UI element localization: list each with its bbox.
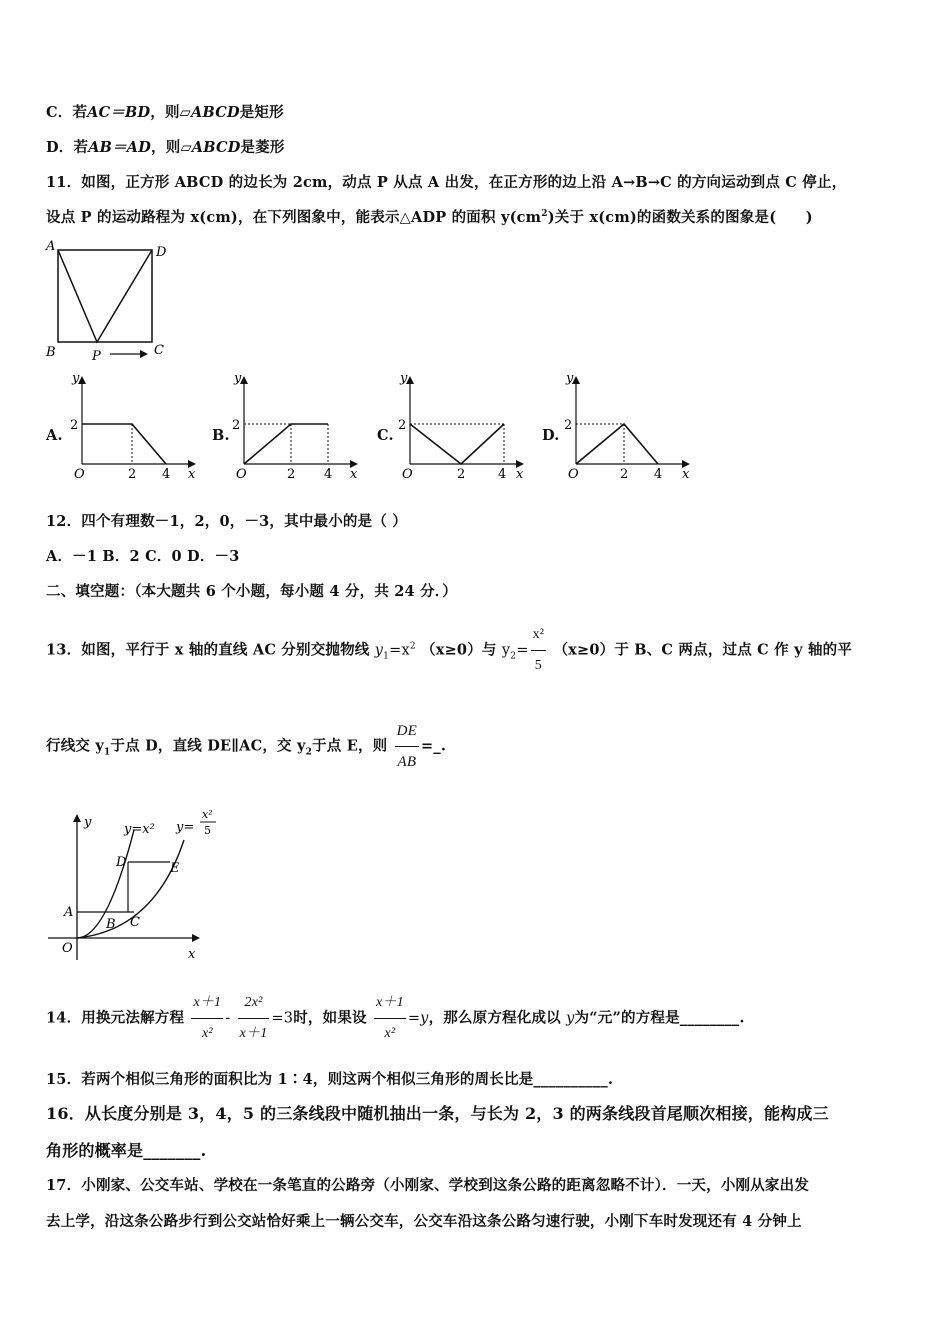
curve2-num: x²	[202, 808, 213, 821]
origin-label: O	[402, 467, 413, 482]
x-label: x	[682, 467, 690, 482]
y-arrow	[73, 814, 81, 822]
label-d: D	[156, 245, 167, 260]
graph-a	[66, 368, 202, 484]
origin-label: O	[74, 467, 85, 482]
x-tick-4: 4	[324, 467, 333, 482]
q17-line1: 17．小刚家、公交车站、学校在一条笔直的公路旁（小刚家、学校到这条公路的距离忽略不计）．一天，小刚从家出发	[46, 1177, 810, 1194]
square-abcd-figure	[40, 238, 180, 366]
y-label: y	[234, 371, 242, 386]
label-b: B	[106, 917, 116, 932]
graph-a-option: A.	[46, 427, 63, 444]
q14-fraction-1: $\frac{x+1}{\text{x²}}$	[191, 988, 223, 1049]
q11-line1: 11．如图，正方形 ABCD 的边长为 2cm，动点 P 从点 A 出发，在正方形的边上沿 A→B→C 的方向运动到点 C 停止，	[46, 174, 847, 191]
graph-line	[82, 424, 166, 464]
x-arrow	[192, 934, 200, 942]
origin-label: O	[236, 467, 247, 482]
x-tick-4: 4	[654, 467, 663, 482]
q16-line1: 16．从长度分别是 3，4，5 的三条线段中随机抽出一条，与长为 2，3 的两条线段首尾顺次相接，能构成三	[46, 1104, 829, 1123]
q12-stem: 12．四个有理数－1，2，0，－3，其中最小的是（ ）	[46, 513, 407, 530]
label-e: E	[170, 861, 180, 876]
graph-c-option: C.	[377, 427, 394, 444]
q14: 14．用换元法解方程 $\frac{x+1}{\text{x²}}$ - $\frac{\text{2x²}}{x+1}$ =3时，如果设 $\frac{x+1}{\text{x²}}$ =y，那么原方程化成以 y为“元”的方程是________.	[46, 988, 745, 1049]
graph-d-option: D.	[542, 427, 560, 444]
y-label: y	[84, 815, 92, 830]
graph-line	[244, 424, 328, 464]
x-tick-2: 2	[287, 467, 296, 482]
y-label: y	[400, 371, 408, 386]
q13-line2: 行线交 $y_1$于点 D，直线 DE∥AC，交 $y_2$于点 E，则 $\frac{DE}{AB}$ =_.	[46, 716, 446, 777]
graph-b	[228, 368, 364, 484]
y-tick: 2	[564, 418, 573, 433]
q13-line1: 13．如图，平行于 x 轴的直线 AC 分别交抛物线 $y_1=x^2$ （x≥0）与 $y_2=$ $\frac{\text{x²}}{5}$ （x≥0）于 B、C 两点，过点 C 作 y 轴的平	[46, 620, 852, 681]
x-label: x	[350, 467, 358, 482]
y-tick: 2	[232, 418, 241, 433]
option-c: C．若AC＝BD，则▱ABCD是矩形	[46, 104, 284, 121]
x-label: x	[516, 467, 524, 482]
q14-fraction-3: $\frac{x+1}{\text{x²}}$	[374, 988, 406, 1049]
x-label: x	[188, 947, 196, 962]
graph-d	[560, 368, 696, 484]
parabola-figure	[44, 800, 234, 968]
curve1-label: y=x²	[124, 822, 155, 837]
x-tick-2: 2	[128, 467, 137, 482]
graph-b-option: B.	[212, 427, 230, 444]
y-label: y	[566, 371, 574, 386]
label-p: P	[92, 349, 101, 364]
x-tick-2: 2	[620, 467, 629, 482]
graph-line	[410, 424, 504, 464]
label-a: A	[64, 905, 74, 920]
q12-options: A．－1 B．2 C．0 D．－3	[46, 548, 240, 565]
triangle-adp	[58, 250, 152, 342]
label-c: C	[130, 915, 140, 930]
q13-answer-fraction: $\frac{DE}{AB}$	[395, 716, 419, 777]
option-d: D．若AB＝AD，则▱ABCD是菱形	[46, 139, 285, 156]
x-tick-2: 2	[457, 467, 466, 482]
q17-line2: 去上学，沿这条公路步行到公交站恰好乘上一辆公交车，公交车沿这条公路匀速行驶，小刚下车时发现还有 4 分钟上	[46, 1213, 802, 1230]
label-c: C	[154, 343, 164, 358]
curve2-den: 5	[204, 824, 211, 837]
curve2-label: y=	[176, 820, 195, 835]
arrow-head	[140, 350, 148, 358]
label-b: B	[46, 345, 56, 360]
q11-line2: 设点 P 的运动路程为 x(cm)，在下列图象中，能表示△ADP 的面积 $y(cm^2)$关于 x(cm)的函数关系的图象是( )	[46, 209, 813, 226]
x-tick-4: 4	[498, 467, 507, 482]
origin-label: O	[62, 941, 73, 956]
y-tick: 2	[70, 418, 79, 433]
y-tick: 2	[398, 418, 407, 433]
graph-line	[576, 424, 658, 464]
origin-label: O	[568, 467, 579, 482]
graph-c	[394, 368, 530, 484]
q13-y2-fraction: $\frac{\text{x²}}{5}$	[531, 620, 547, 681]
y-label: y	[72, 371, 80, 386]
q14-fraction-2: $\frac{\text{2x²}}{x+1}$	[238, 988, 270, 1049]
x-label: x	[188, 467, 196, 482]
x-tick-4: 4	[162, 467, 171, 482]
label-d: D	[116, 855, 127, 870]
section-2-heading: 二、填空题：（本大题共 6 个小题，每小题 4 分，共 24 分．）	[46, 583, 457, 600]
q16-line2: 角形的概率是_______.	[46, 1141, 207, 1160]
label-a: A	[46, 239, 56, 254]
q15: 15．若两个相似三角形的面积比为 1∶4，则这两个相似三角形的周长比是__________.	[46, 1071, 614, 1088]
